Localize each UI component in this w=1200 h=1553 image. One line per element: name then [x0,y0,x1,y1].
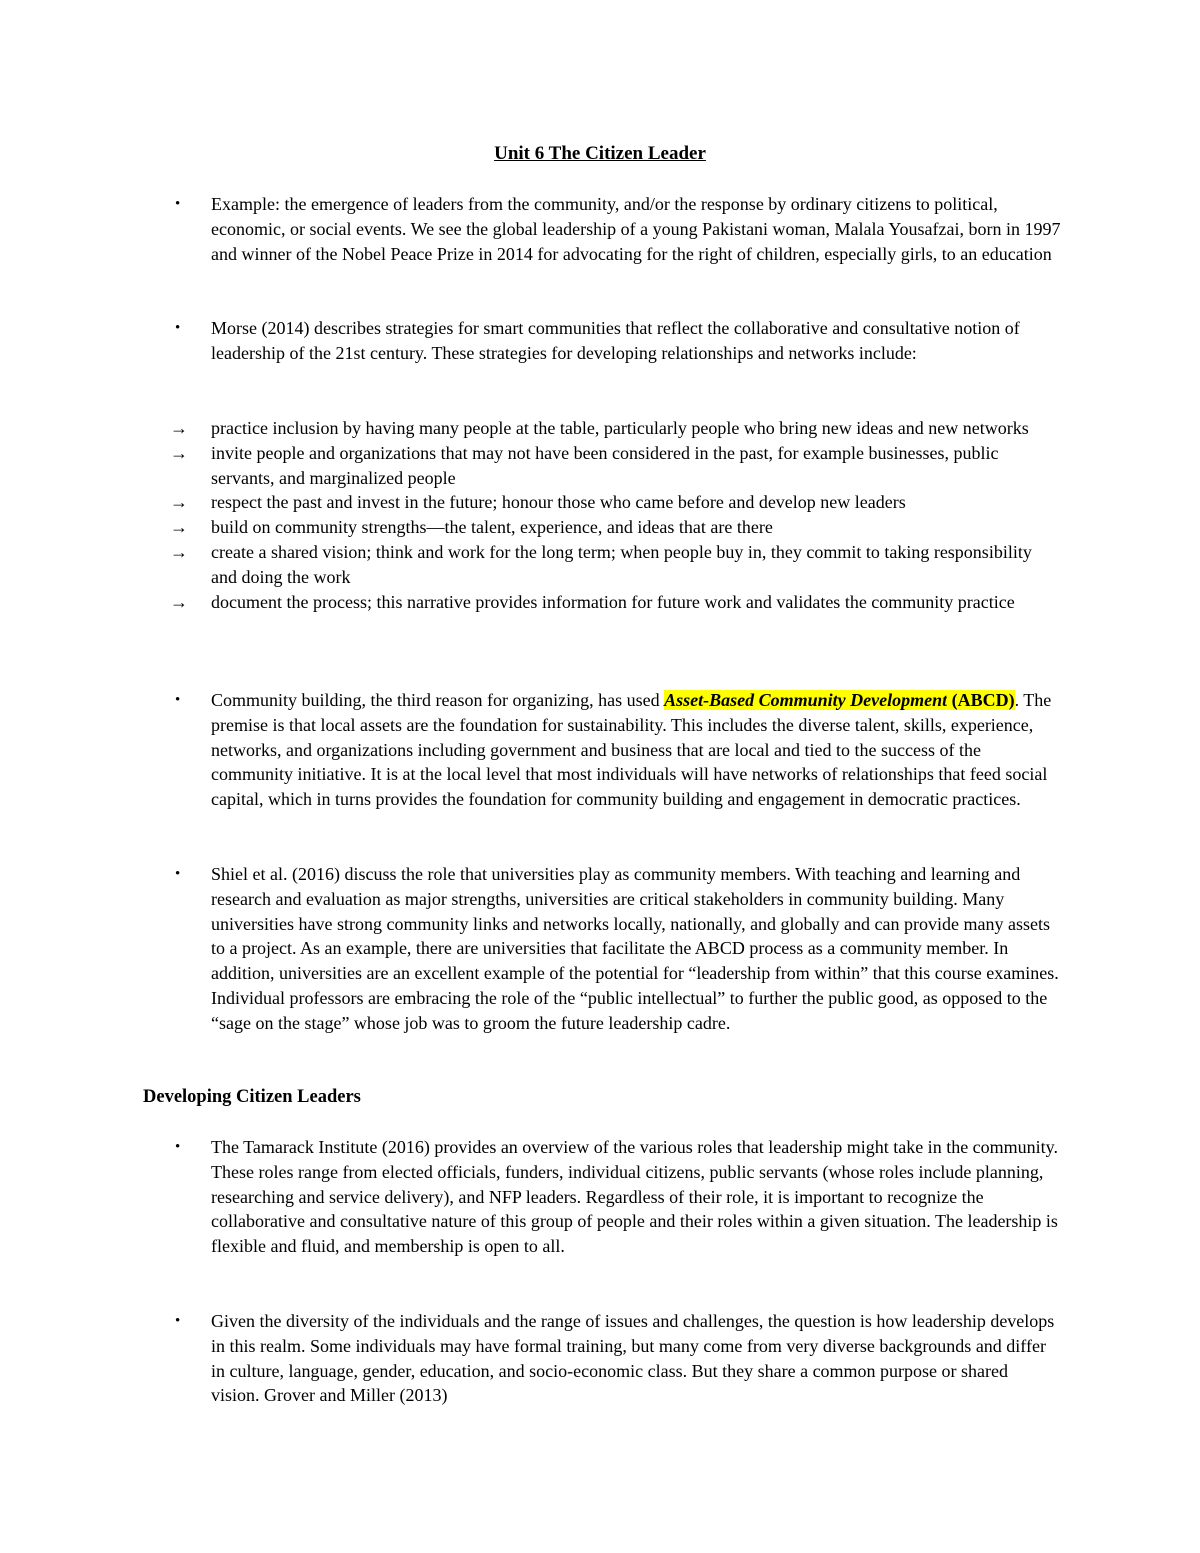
arrow-text: create a shared vision; think and work for the long term; when people buy in, they commit to taking responsibility and doing the work [211,541,1032,587]
bullet-text: Example: the emergence of leaders from the community, and/or the response by ordinary citizens to political, economic, or social events. We see the global leadership of a young Pakistani woman, Malala Yousafzai, born in 1997 and winner of the Nobel Peace Prize in 2014 for advocating for the right of children, especially girls, to an education [211,194,1061,264]
bullet-item [0,316,1200,366]
arrow-text: document the process; this narrative provides information for future work and validates the community practice [211,591,1015,612]
arrow-text: practice inclusion by having many people at the table, particularly people who bring new ideas and new networks [211,418,1029,438]
bullet-marker: • [175,196,181,212]
arrow-list [0,416,1200,614]
arrow-icon: → [170,541,188,562]
arrow-icon: → [170,517,188,538]
bullet-item [0,1309,1200,1408]
bullet-item [0,192,1200,266]
bullet-item [0,862,1200,1036]
abcd-body: . The premise is that local assets are the foundation for sustainability. This includes the diverse talent, skills, experience, networks, and organizations including government and business that are local and tied to the success of the community initiative. It is at the local level that most individuals will have networks of relationships that feed social capital, which in turns provides the foundation for community building and engagement in democratic practices. [211,690,1052,810]
arrow-icon: → [170,418,188,438]
bullet-marker: • [175,866,181,882]
arrow-item [0,590,1200,615]
bullet-text: Given the diversity of the individuals and the range of issues and challenges, the question is how leadership develops in this realm. Some individuals may have formal training, but many come from very diverse backgrounds and differ in culture, language, gender, education, and socio-economic class. But they share a common purpose or shared vision. Grover and Miller (2013) [211,1311,1055,1406]
arrow-item [0,540,1200,590]
arrow-item [0,515,1200,540]
arrow-icon: → [170,591,188,612]
bullet-item [0,688,1200,812]
arrow-icon: → [170,442,188,463]
bullet-marker: • [175,692,181,708]
arrow-item [0,490,1200,515]
abcd-term-highlight: Asset-Based Community Development [664,690,948,710]
abcd-abbr-highlight: (ABCD) [947,690,1015,710]
arrow-icon: → [170,492,188,513]
arrow-text: respect the past and invest in the future; honour those who came before and develop new leaders [211,492,906,513]
section-heading: Developing Citizen Leaders [143,1087,361,1107]
arrow-item [0,441,1200,491]
bullet-marker: • [175,1313,181,1329]
arrow-text: build on community strengths—the talent, experience, and ideas that are there [211,517,773,538]
bullet-item [0,1135,1200,1259]
bullet-text: Morse (2014) describes strategies for smart communities that reflect the collaborative and consultative notion of leadership of the 21st century. These strategies for developing relationships and networks include: [211,318,1020,363]
bullet-text: The Tamarack Institute (2016) provides an overview of the various roles that leadership might take in the community. These roles range from elected officials, funders, individual citizens, public servants (whose roles include planning, researching and service delivery), and NFP leaders. Regardless of their role, it is important to recognize the collaborative and consultative nature of this group of people and their roles within a given situation. The leadership is flexible and fluid, and membership is open to all. [211,1137,1059,1257]
page-title: Unit 6 The Citizen Leader [494,143,706,164]
bullet-marker: • [175,1139,181,1155]
arrow-text: invite people and organizations that may not have been considered in the past, for example businesses, public servants, and marginalized people [211,442,999,488]
bullet-marker: • [175,320,181,336]
bullet-text [211,688,1061,812]
bullet-text: Shiel et al. (2016) discuss the role that universities play as community members. With teaching and learning and research and evaluation as major strengths, universities are critical stakeholders in community building. Many universities have strong community links and networks locally, nationally, and globally and can provide many assets to a project. As an example, there are universities that facilitate the ABCD process as a community member. In addition, universities are an excellent example of the potential for “leadership from within” that this course examines. Individual professors are embracing the role of the “public intellectual” to further the public good, as opposed to the “sage on the stage” whose job was to groom the future leadership cadre. [211,864,1059,1033]
arrow-item [0,416,1200,441]
abcd-intro: Community building, the third reason for organizing, has used [211,690,665,710]
